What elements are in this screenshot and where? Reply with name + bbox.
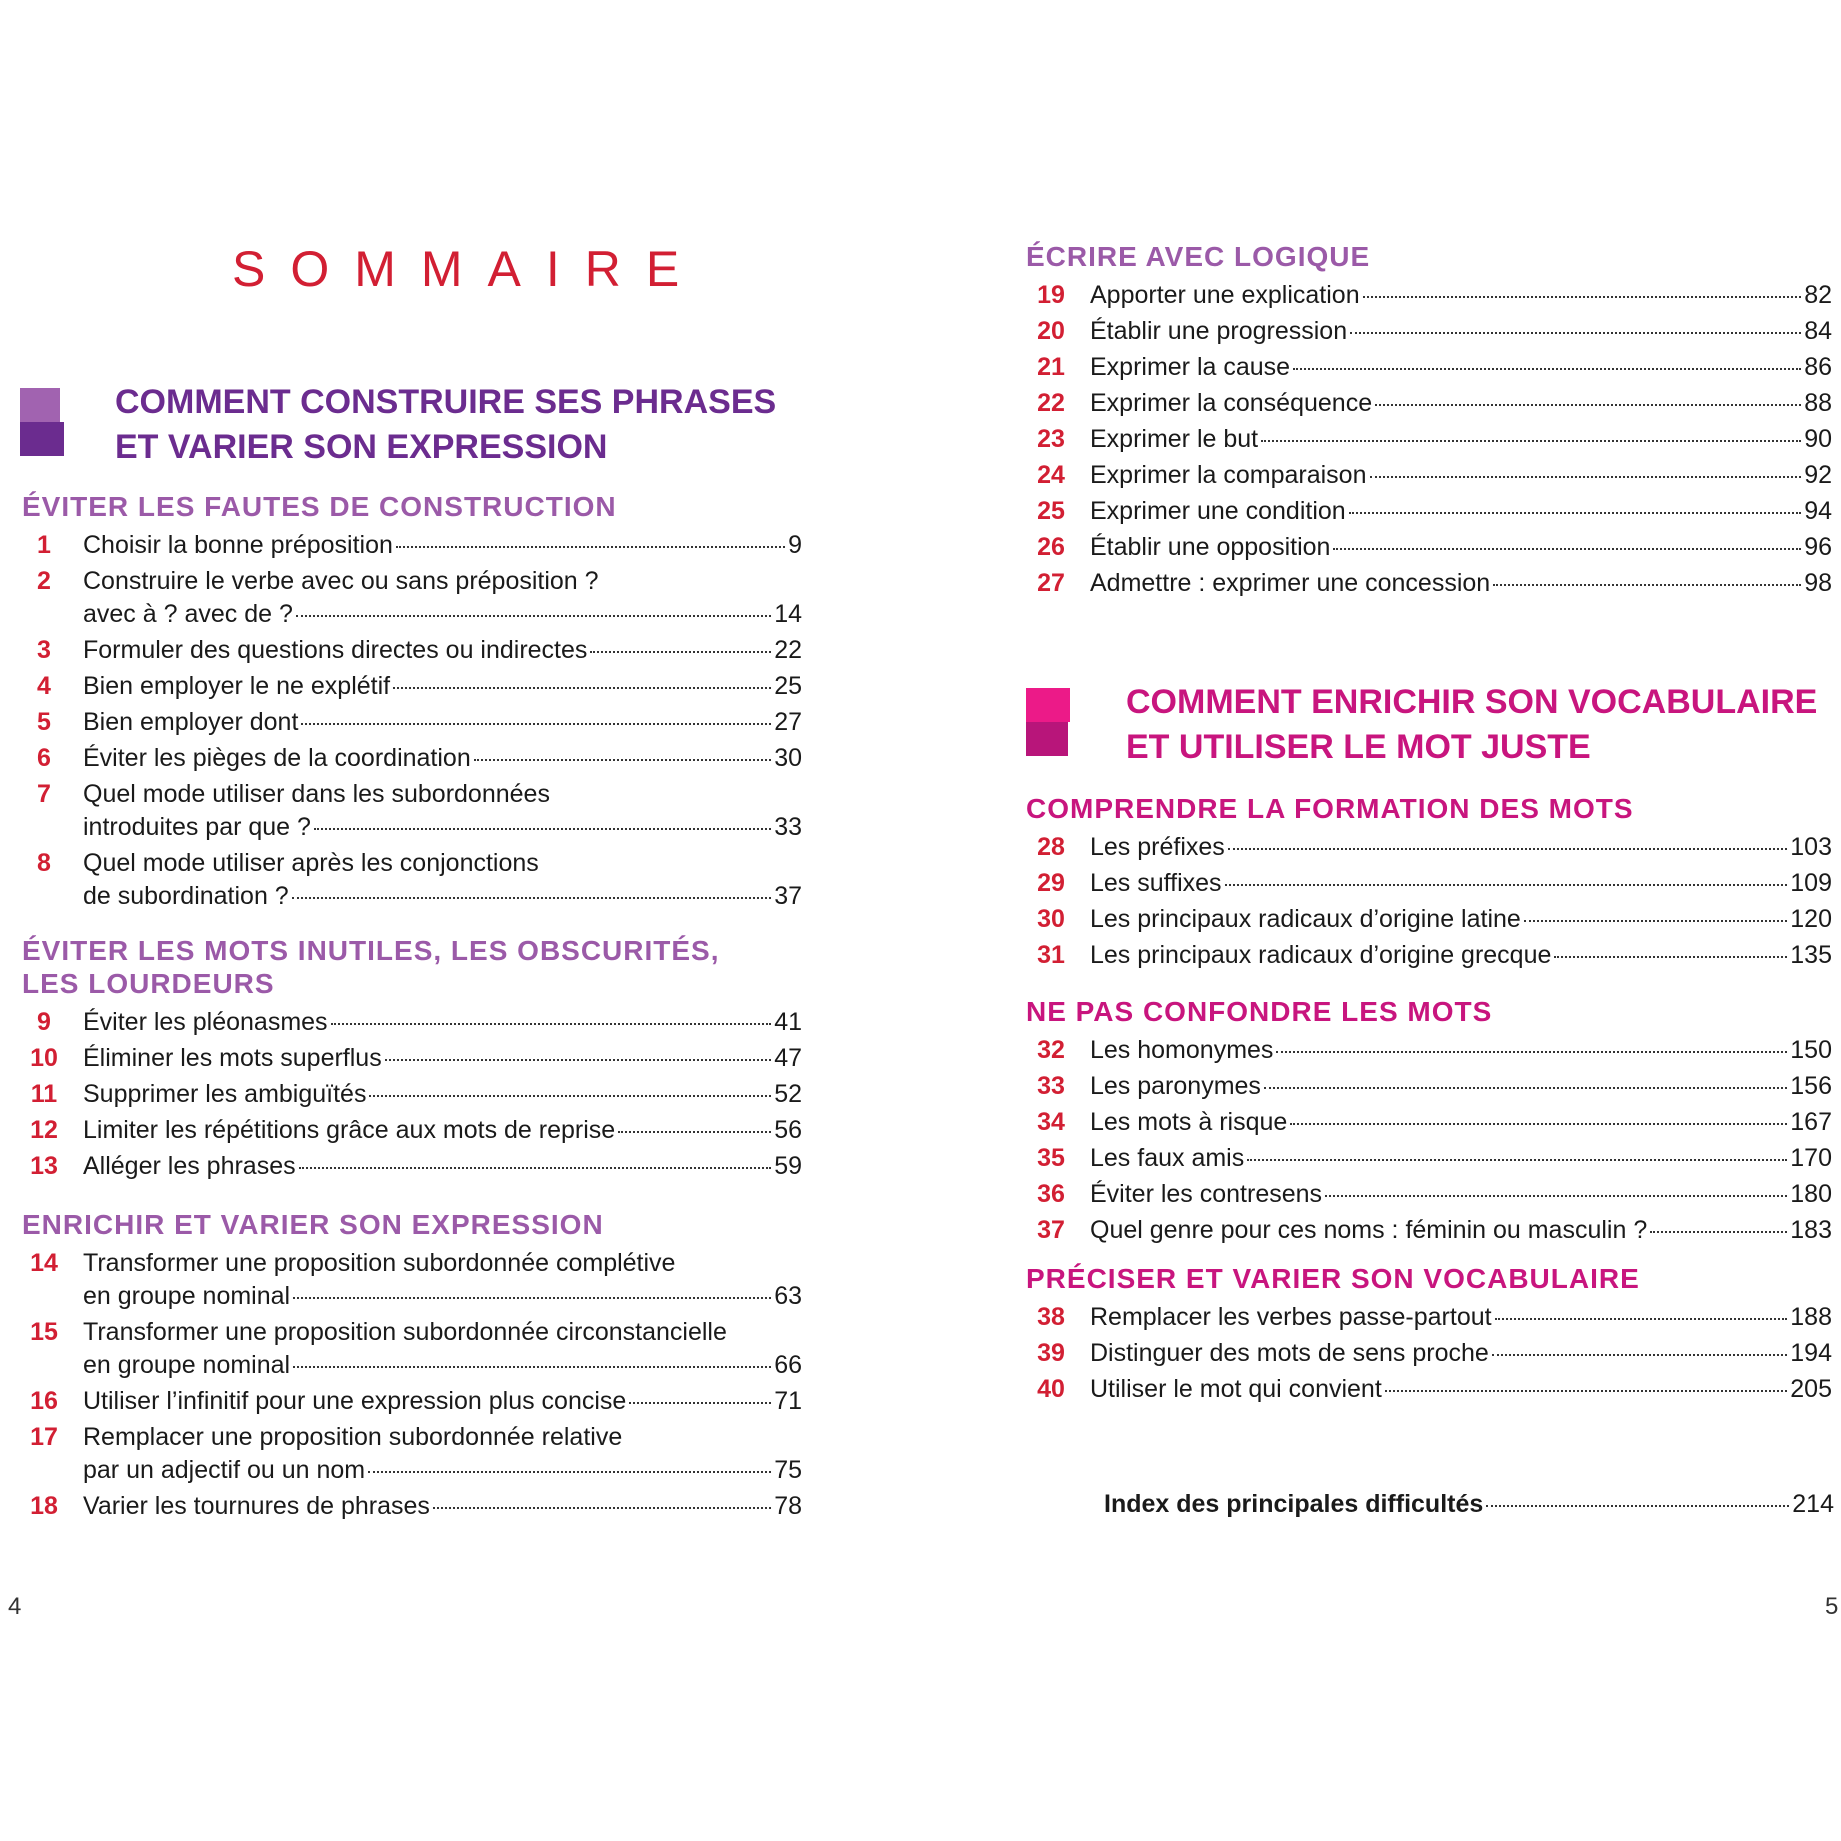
entry-number: 30: [1037, 905, 1065, 933]
entry-page: 84: [1804, 317, 1832, 345]
section-confondre-mots: [1026, 995, 1832, 1250]
leader-dots: [1493, 584, 1801, 586]
entry-number: 40: [1037, 1375, 1065, 1403]
entry-label: Exprimer une condition: [1090, 497, 1346, 525]
toc-entry[interactable]: [1026, 1106, 1832, 1139]
page-number-left: 4: [8, 1593, 22, 1620]
leader-dots: [1333, 548, 1801, 550]
entry-page: 90: [1804, 425, 1832, 453]
leader-dots: [296, 615, 771, 617]
toc-entry[interactable]: [1026, 867, 1832, 900]
entry-page: 109: [1790, 869, 1832, 897]
entry-number: 22: [1037, 389, 1065, 417]
entry-page: 103: [1790, 833, 1832, 861]
toc-entry[interactable]: [0, 742, 802, 775]
entry-label: Les préfixes: [1090, 833, 1225, 861]
entry-label: Les mots à risque: [1090, 1108, 1288, 1136]
entry-number: 4: [37, 672, 51, 700]
toc-entry[interactable]: [1026, 459, 1832, 492]
toc-entry[interactable]: [0, 634, 802, 667]
toc-entry[interactable]: [0, 1042, 802, 1075]
entry-label: Limiter les répétitions grâce aux mots de reprise: [83, 1116, 616, 1144]
leader-dots: [1325, 1195, 1787, 1197]
leader-dots: [1264, 1087, 1787, 1089]
part-title: [1126, 680, 1817, 770]
leader-dots: [369, 1095, 771, 1097]
toc-entry[interactable]: [0, 847, 802, 913]
section-title: ÉVITER LES FAUTES DE CONSTRUCTION: [22, 491, 617, 522]
entry-label: en groupe nominal: [83, 1351, 291, 1379]
leader-dots: [1228, 848, 1787, 850]
entry-number: 11: [30, 1080, 58, 1108]
section-title-line-2: LES LOURDEURS: [22, 968, 275, 999]
entry-number: 24: [1037, 461, 1065, 489]
entry-number: 34: [1037, 1108, 1065, 1136]
toc-entry[interactable]: [0, 1385, 802, 1418]
leader-dots: [590, 651, 771, 653]
toc-entry[interactable]: [0, 1006, 802, 1039]
entry-label-line-1: Construire le verbe avec ou sans préposition ?: [83, 567, 599, 595]
entry-page: 37: [774, 882, 802, 910]
entry-page: 78: [774, 1492, 802, 1520]
entry-number: 23: [1037, 425, 1065, 453]
toc-entry[interactable]: [0, 778, 802, 844]
leader-dots: [1261, 440, 1801, 442]
entry-number: 13: [30, 1152, 58, 1180]
entry-label: en groupe nominal: [83, 1282, 291, 1310]
leader-dots: [1349, 512, 1801, 514]
entry-label-line-1: Quel mode utiliser après les conjonctions: [83, 849, 539, 877]
entry-page: 47: [774, 1044, 802, 1072]
entry-number: 5: [37, 708, 51, 736]
entry-label: Admettre : exprimer une concession: [1090, 569, 1491, 597]
part-color-bar: [20, 388, 64, 422]
entry-number: 10: [30, 1044, 58, 1072]
leader-dots: [396, 546, 785, 548]
leader-dots: [1225, 884, 1788, 886]
entry-label: Varier les tournures de phrases: [83, 1492, 430, 1520]
leader-dots: [293, 1366, 771, 1368]
entry-page: 205: [1790, 1375, 1832, 1403]
entry-page: 56: [774, 1116, 802, 1144]
toc-entry[interactable]: [1026, 939, 1832, 972]
entry-label-line-1: Remplacer une proposition subordonnée relative: [83, 1423, 623, 1451]
entry-page: 71: [774, 1387, 802, 1415]
toc-entry[interactable]: [1026, 1373, 1832, 1406]
entry-label-line-1: Quel mode utiliser dans les subordonnées: [83, 780, 550, 808]
entry-number: 9: [37, 1008, 51, 1036]
entry-number: 12: [30, 1116, 58, 1144]
entry-page: 14: [774, 600, 802, 628]
entry-number: 33: [1037, 1072, 1065, 1100]
leader-dots: [299, 1167, 772, 1169]
entry-label: Utiliser le mot qui convient: [1090, 1375, 1382, 1403]
toc-entry[interactable]: [0, 1247, 802, 1313]
entry-label: Formuler des questions directes ou indirectes: [83, 636, 588, 664]
entry-label: avec à ? avec de ?: [83, 600, 293, 628]
toc-entry[interactable]: [0, 1078, 802, 1111]
entry-page: 52: [774, 1080, 802, 1108]
leader-dots: [1363, 296, 1802, 298]
entry-page: 96: [1804, 533, 1832, 561]
leader-dots: [1554, 956, 1787, 958]
entry-number: 8: [37, 849, 51, 877]
toc-entry[interactable]: [1026, 1142, 1832, 1175]
toc-entry[interactable]: [0, 1421, 802, 1487]
entry-label: Alléger les phrases: [83, 1152, 296, 1180]
entry-number: 35: [1037, 1144, 1065, 1172]
entry-label: Exprimer la cause: [1090, 353, 1291, 381]
toc-entry[interactable]: [1026, 495, 1832, 528]
entry-number: 27: [1037, 569, 1065, 597]
entry-page: 120: [1790, 905, 1832, 933]
entry-number: 7: [37, 780, 51, 808]
entry-label-line-1: Transformer une proposition subordonnée circonstancielle: [83, 1318, 727, 1346]
leader-dots: [1247, 1159, 1787, 1161]
section-ecrire-logique: [1026, 240, 1832, 603]
leader-dots: [1495, 1318, 1788, 1320]
leader-dots: [301, 723, 771, 725]
entry-label: Exprimer la comparaison: [1090, 461, 1367, 489]
entry-label: de subordination ?: [83, 882, 289, 910]
entry-page: 170: [1790, 1144, 1832, 1172]
entry-page: 25: [774, 672, 802, 700]
leader-dots: [1486, 1505, 1789, 1507]
toc-entry[interactable]: [1026, 1214, 1832, 1247]
entry-number: 25: [1037, 497, 1065, 525]
entry-page: 59: [774, 1152, 802, 1180]
leader-dots: [1524, 920, 1787, 922]
entry-label: Exprimer le but: [1090, 425, 1259, 453]
entry-page: 88: [1804, 389, 1832, 417]
section-title: PRÉCISER ET VARIER SON VOCABULAIRE: [1026, 1263, 1640, 1294]
toc-entry[interactable]: [1026, 351, 1832, 384]
leader-dots: [314, 828, 771, 830]
entry-label: Éviter les pièges de la coordination: [83, 744, 471, 772]
part-title-line-1: COMMENT ENRICHIR SON VOCABULAIRE: [1126, 683, 1818, 721]
toc-entry[interactable]: [1026, 1070, 1832, 1103]
leader-dots: [1370, 476, 1802, 478]
leader-dots: [1375, 404, 1801, 406]
leader-dots: [1650, 1231, 1787, 1233]
entry-label: Supprimer les ambiguïtés: [83, 1080, 367, 1108]
entry-page: 188: [1790, 1303, 1832, 1331]
entry-page: 94: [1804, 497, 1832, 525]
section-enrichir-expression: [0, 1208, 802, 1526]
toc-entry[interactable]: [0, 706, 802, 739]
leader-dots: [1385, 1390, 1787, 1392]
right-page: [920, 0, 1841, 1841]
toc-entry[interactable]: [1026, 387, 1832, 420]
entry-label: Les principaux radicaux d’origine grecque: [1090, 941, 1552, 969]
toc-entry[interactable]: [1026, 531, 1832, 564]
toc-entry[interactable]: [1026, 315, 1832, 348]
entry-page: 167: [1790, 1108, 1832, 1136]
entry-page: 27: [774, 708, 802, 736]
entry-page: 22: [774, 636, 802, 664]
toc-entry[interactable]: [1026, 903, 1832, 936]
leader-dots: [292, 897, 771, 899]
part-title-line-1: COMMENT CONSTRUIRE SES PHRASES: [115, 383, 777, 421]
entry-number: 28: [1037, 833, 1065, 861]
entry-label: Éviter les pléonasmes: [83, 1008, 328, 1036]
toc-entry[interactable]: [1026, 1337, 1832, 1370]
entry-label: Les homonymes: [1090, 1036, 1274, 1064]
leader-dots: [433, 1507, 771, 1509]
part-title-line-2: ET VARIER SON EXPRESSION: [115, 428, 608, 466]
entry-label: Remplacer les verbes passe-partout: [1090, 1303, 1492, 1331]
entry-page: 82: [1804, 281, 1832, 309]
toc-entry[interactable]: [0, 1114, 802, 1147]
entry-label: Établir une opposition: [1090, 533, 1331, 561]
leader-dots: [474, 759, 771, 761]
entry-page: 183: [1790, 1216, 1832, 1244]
section-eviter-fautes: [0, 490, 802, 916]
entry-label: Les principaux radicaux d’origine latine: [1090, 905, 1521, 933]
toc-entry[interactable]: [0, 1490, 802, 1523]
entry-page: 156: [1790, 1072, 1832, 1100]
leader-dots: [618, 1131, 771, 1133]
entry-label: Les faux amis: [1090, 1144, 1245, 1172]
entry-label: Quel genre pour ces noms : féminin ou masculin ?: [1090, 1216, 1648, 1244]
entry-number: 38: [1037, 1303, 1065, 1331]
section-title-line-1: ÉVITER LES MOTS INUTILES, LES OBSCURITÉS,: [22, 935, 720, 966]
part-title: [115, 380, 776, 470]
entry-label: Apporter une explication: [1090, 281, 1360, 309]
entry-label: Les suffixes: [1090, 869, 1222, 897]
toc-entry[interactable]: [0, 1150, 802, 1183]
entry-page: 75: [774, 1456, 802, 1484]
section-formation-mots: [1026, 792, 1832, 975]
entry-number: 39: [1037, 1339, 1065, 1367]
entry-page: 63: [774, 1282, 802, 1310]
section-title: ENRICHIR ET VARIER SON EXPRESSION: [22, 1209, 604, 1240]
section-preciser-vocabulaire: [1026, 1262, 1832, 1409]
page-number-right: 5: [1825, 1593, 1839, 1620]
entry-label: Les paronymes: [1090, 1072, 1261, 1100]
section-eviter-mots-inutiles: [0, 934, 802, 1186]
toc-entry[interactable]: [1026, 1178, 1832, 1211]
toc-entry[interactable]: [0, 670, 802, 703]
entry-number: 1: [37, 531, 51, 559]
leader-dots: [368, 1471, 771, 1473]
entry-page: 180: [1790, 1180, 1832, 1208]
entry-label-line-1: Transformer une proposition subordonnée complétive: [83, 1249, 676, 1277]
index-page: 214: [1792, 1490, 1834, 1518]
leader-dots: [331, 1023, 772, 1025]
section-title: ÉCRIRE AVEC LOGIQUE: [1026, 241, 1371, 272]
entry-number: 17: [30, 1423, 58, 1451]
section-title: COMPRENDRE LA FORMATION DES MOTS: [1026, 793, 1634, 824]
index-entry[interactable]: [1104, 1488, 1834, 1521]
entry-page: 194: [1790, 1339, 1832, 1367]
section-title: NE PAS CONFONDRE LES MOTS: [1026, 996, 1493, 1027]
entry-number: 16: [30, 1387, 58, 1415]
entry-label: Choisir la bonne préposition: [83, 531, 393, 559]
entry-page: 92: [1804, 461, 1832, 489]
leader-dots: [1290, 1123, 1787, 1125]
page-title: SOMMAIRE: [232, 241, 705, 297]
leader-dots: [1492, 1354, 1787, 1356]
toc-entry[interactable]: [1026, 831, 1832, 864]
entry-page: 98: [1804, 569, 1832, 597]
entry-page: 9: [788, 531, 802, 559]
leader-dots: [393, 687, 771, 689]
entry-number: 15: [30, 1318, 58, 1346]
left-page: [0, 0, 920, 1841]
leader-dots: [1350, 332, 1801, 334]
toc-entry[interactable]: [1026, 567, 1832, 600]
entry-number: 6: [37, 744, 51, 772]
entry-number: 2: [37, 567, 51, 595]
leader-dots: [1276, 1051, 1787, 1053]
entry-page: 33: [774, 813, 802, 841]
entry-label: Distinguer des mots de sens proche: [1090, 1339, 1489, 1367]
entry-number: 32: [1037, 1036, 1065, 1064]
entry-number: 18: [30, 1492, 58, 1520]
entry-label: Bien employer dont: [83, 708, 299, 736]
entry-label: Exprimer la conséquence: [1090, 389, 1373, 417]
entry-label: Bien employer le ne explétif: [83, 672, 391, 700]
index-label: Index des principales difficultés: [1104, 1490, 1484, 1518]
entry-number: 36: [1037, 1180, 1065, 1208]
toc-entry[interactable]: [1026, 1034, 1832, 1067]
entry-label: Utiliser l’infinitif pour une expression plus concise: [83, 1387, 627, 1415]
toc-entry[interactable]: [1026, 279, 1832, 312]
entry-number: 20: [1037, 317, 1065, 345]
part-title-line-2: ET UTILISER LE MOT JUSTE: [1126, 728, 1591, 766]
toc-entry[interactable]: [1026, 423, 1832, 456]
entry-number: 19: [1037, 281, 1065, 309]
entry-number: 21: [1037, 353, 1065, 381]
toc-entry[interactable]: [0, 529, 802, 562]
leader-dots: [293, 1297, 771, 1299]
entry-page: 41: [774, 1008, 802, 1036]
entry-label: par un adjectif ou un nom: [83, 1456, 366, 1484]
entry-number: 31: [1037, 941, 1065, 969]
leader-dots: [629, 1402, 771, 1404]
entry-label: introduites par que ?: [83, 813, 311, 841]
leader-dots: [1293, 368, 1801, 370]
entry-page: 150: [1790, 1036, 1832, 1064]
entry-label: Établir une progression: [1090, 317, 1348, 345]
entry-number: 14: [30, 1249, 58, 1277]
entry-page: 135: [1790, 941, 1832, 969]
part-color-bar: [1026, 688, 1070, 722]
leader-dots: [385, 1059, 771, 1061]
entry-number: 26: [1037, 533, 1065, 561]
entry-page: 86: [1804, 353, 1832, 381]
toc-entry[interactable]: [0, 565, 802, 631]
toc-entry[interactable]: [1026, 1301, 1832, 1334]
entry-number: 37: [1037, 1216, 1065, 1244]
entry-page: 66: [774, 1351, 802, 1379]
entry-number: 3: [37, 636, 51, 664]
toc-entry[interactable]: [0, 1316, 802, 1382]
entry-label: Éliminer les mots superflus: [83, 1044, 382, 1072]
entry-label: Éviter les contresens: [1090, 1180, 1323, 1208]
entry-page: 30: [774, 744, 802, 772]
entry-number: 29: [1037, 869, 1065, 897]
